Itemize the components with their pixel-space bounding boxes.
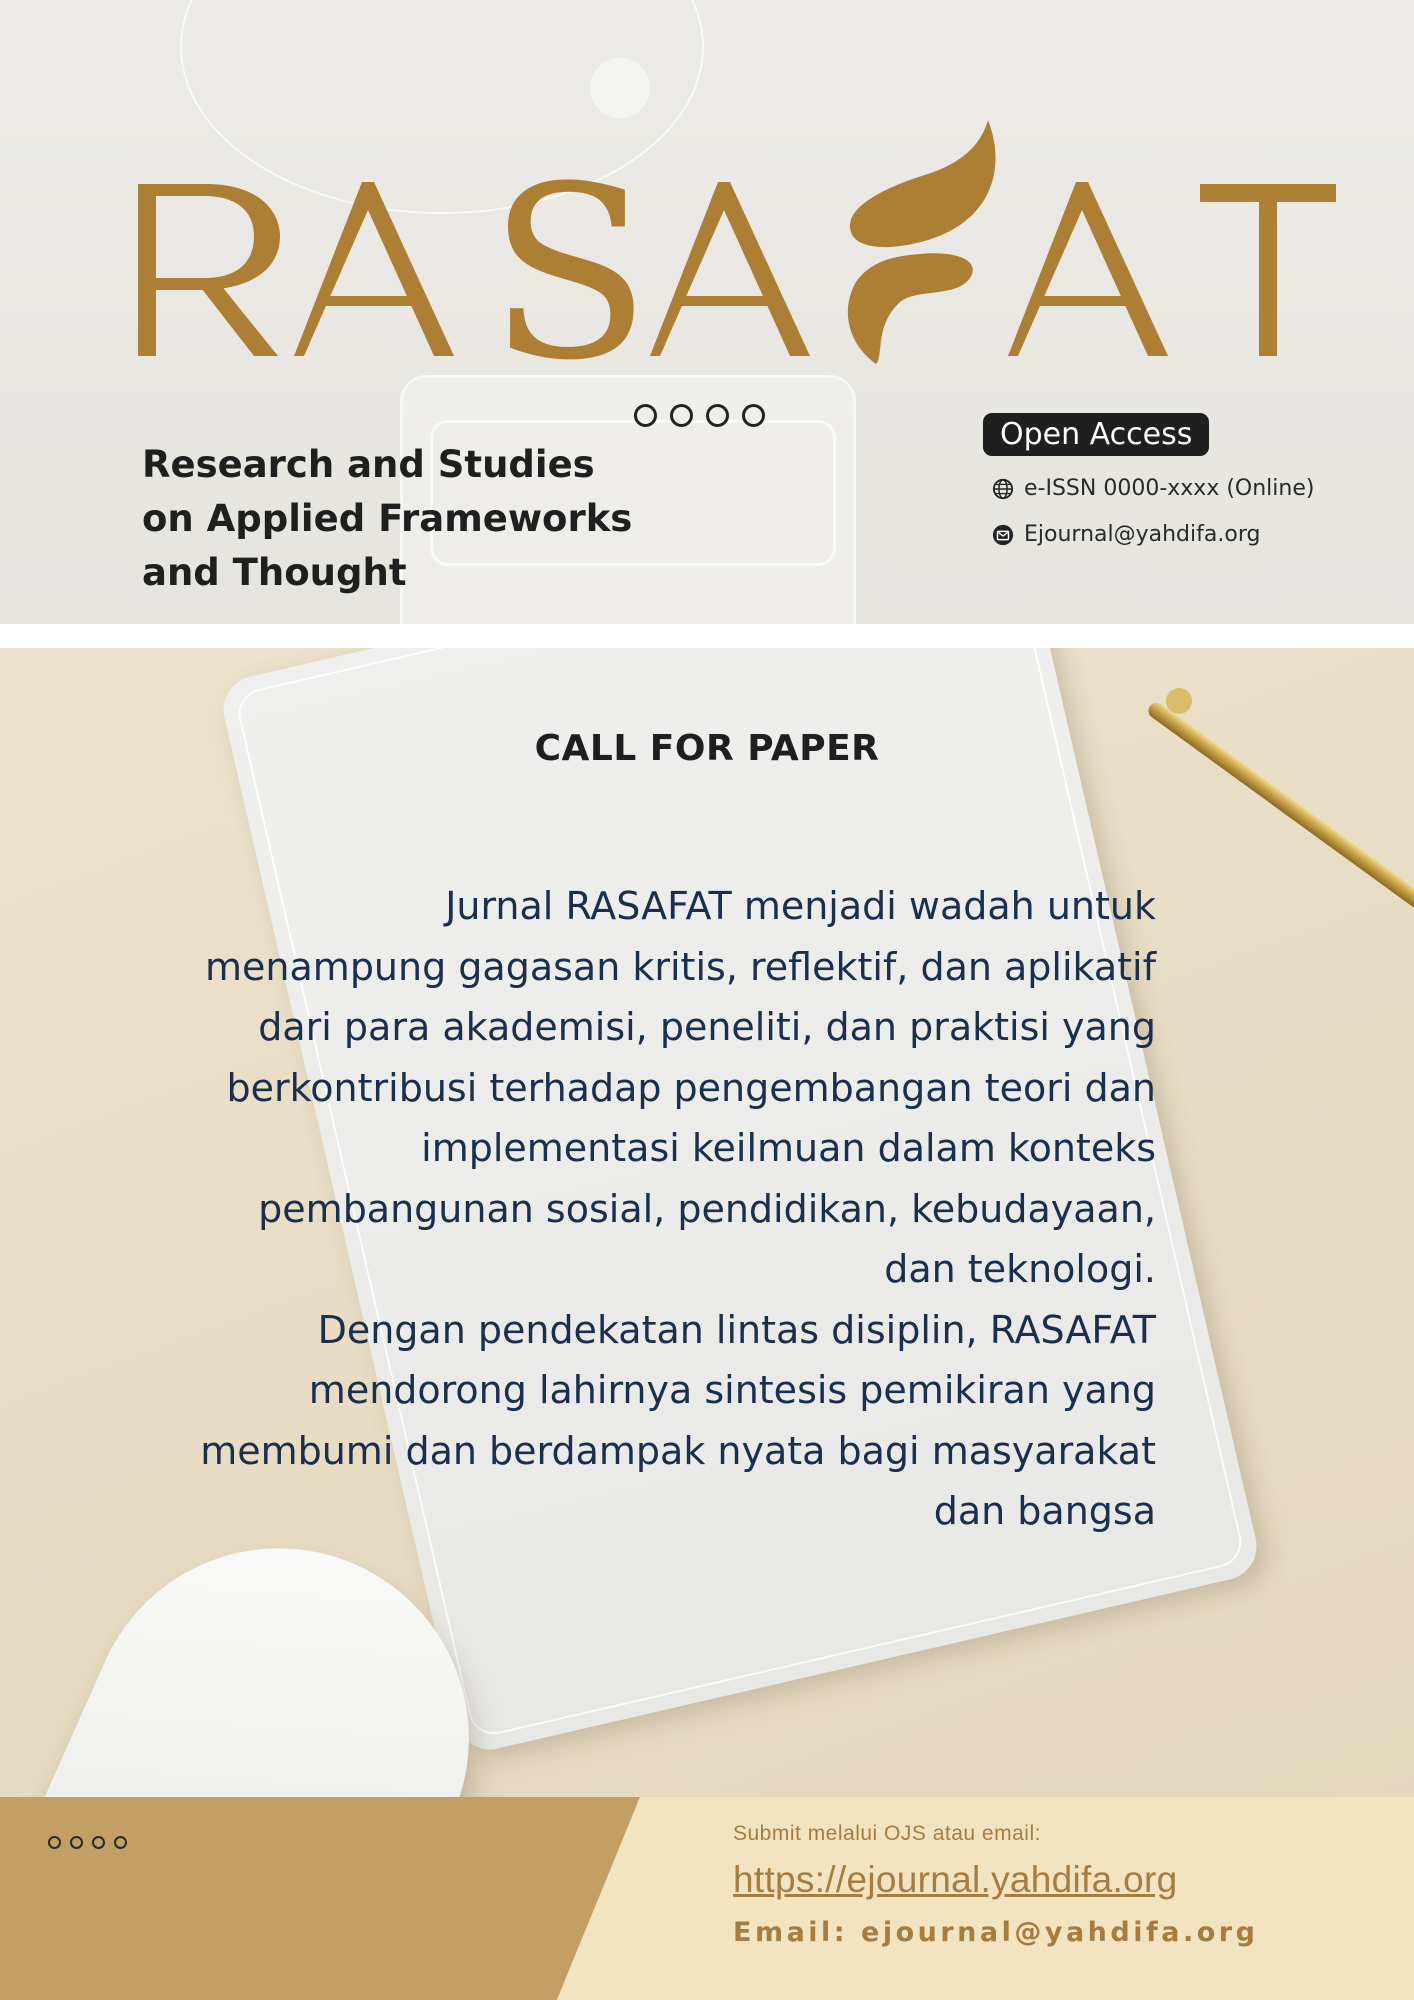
submit-email[interactable]: Email: ejournal@yahdifa.org [733,1917,1259,1948]
globe-icon [992,478,1014,500]
issn-row [992,476,1314,501]
dot [92,1836,105,1849]
journal-subtitle [142,438,702,600]
journal-url-link[interactable]: https://ejournal.yahdifa.org [733,1859,1178,1900]
masthead [0,0,1414,624]
section-body [200,876,1156,1542]
dot [634,404,657,427]
dot [114,1836,127,1849]
dot [706,404,729,427]
subtitle-line: and Thought [142,551,407,594]
body-paragraph: Dengan pendekatan lintas disiplin, RASAFAT mendorong lahirnya sintesis pemikiran yang membumi dan berdampak nyata bagi masyarakat dan bangsa [200,1307,1156,1533]
subtitle-line: on Applied Frameworks [142,497,633,540]
dot [70,1836,83,1849]
journal-logo [128,112,1348,372]
body-paragraph: Jurnal RASAFAT menjadi wadah untuk menampung gagasan kritis, reflektif, dan aplikatif dari para akademisi, peneliti, dan praktisi yang berkontribusi terhadap pengembangan teori dan implementasi keilmuan dalam konteks pembangunan sosial, pendidikan, kebudayaan, dan teknologi. [205,884,1156,1291]
decorative-dots [634,404,765,427]
svg-text:S: S [488,136,652,372]
decorative-dots [48,1836,127,1849]
subtitle-line: Research and Studies [142,443,595,486]
mail-icon [992,524,1014,546]
dot [48,1836,61,1849]
open-access-badge: Open Access [983,413,1209,456]
email-text[interactable]: Ejournal@yahdifa.org [1024,522,1261,547]
dot [670,404,693,427]
footer-band [0,1797,1414,2000]
submit-label: Submit melalui OJS atau email: [733,1822,1041,1845]
issn-text: e-ISSN 0000-xxxx (Online) [1024,476,1315,501]
background-earbud [590,58,650,118]
email-row [992,522,1260,547]
section-heading: CALL FOR PAPER [534,728,880,769]
dot [742,404,765,427]
footer-accent-panel [0,1797,640,2000]
